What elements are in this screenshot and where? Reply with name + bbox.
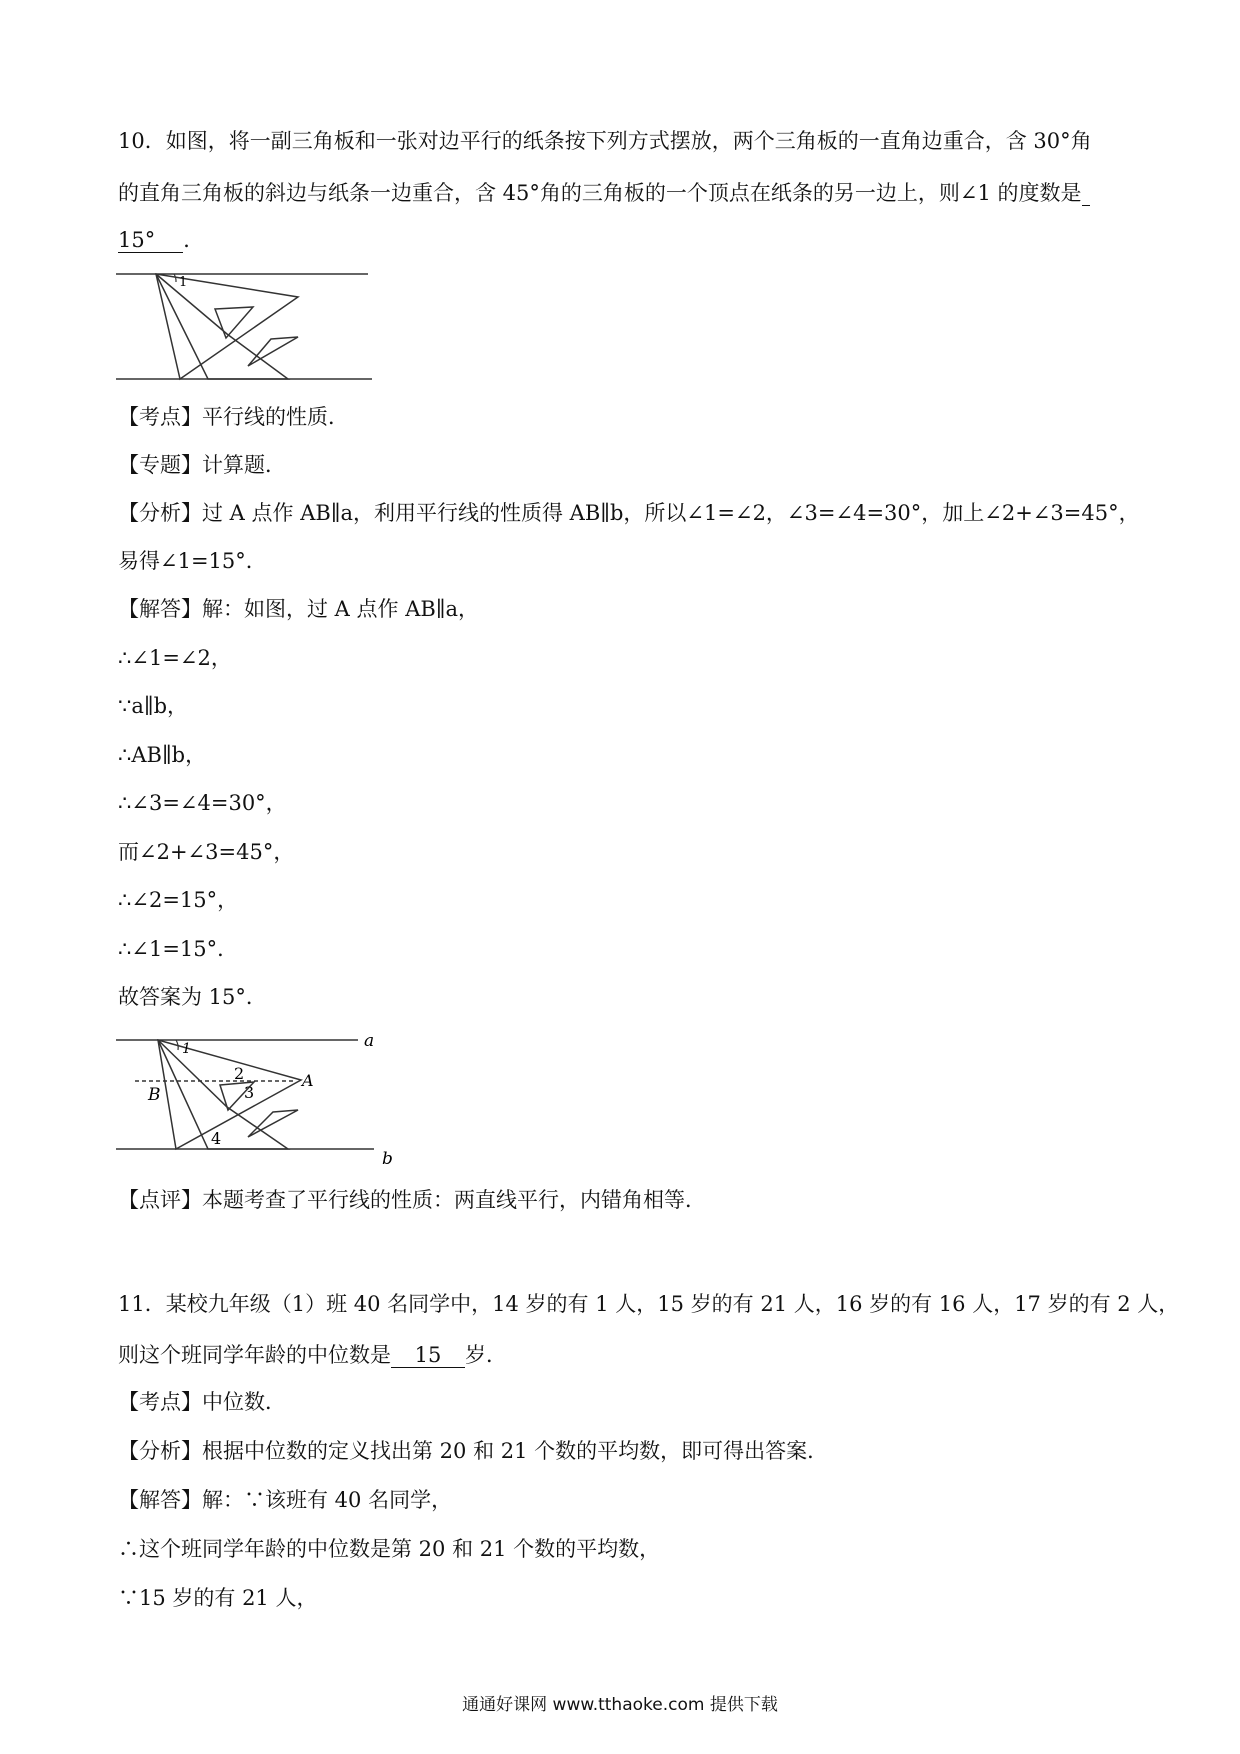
q11-fenxi: 【分析】根据中位数的定义找出第 20 和 21 个数的平均数，即可得出答案．: [118, 1439, 829, 1463]
fig2-inner-hole-2: [248, 1110, 298, 1137]
fig2-label-2: 2: [234, 1064, 245, 1083]
q10-step: ∴AB∥b，: [118, 743, 207, 767]
q10-answer-line: [118, 228, 204, 253]
q10-step: ∴∠2=15°，: [118, 888, 239, 912]
fig2-label-4: 4: [211, 1129, 222, 1148]
fig2-triangle-45: [158, 1040, 301, 1149]
q11-answer: 15: [391, 1343, 465, 1368]
q11-jieda: 【解答】解：∵该班有 40 名同学，: [118, 1488, 453, 1512]
q11-line2-post: 岁．: [465, 1343, 507, 1367]
q10-dianping: 【点评】本题考查了平行线的性质：两直线平行，内错角相等．: [118, 1188, 706, 1212]
fig2-label-b: b: [382, 1149, 393, 1169]
q11-line2: [118, 1343, 507, 1368]
q10-line2-text: 的直角三角板的斜边与纸条一边重合，含 45°角的三角板的一个顶点在纸条的另一边上，则∠1 的度数是: [118, 181, 1082, 205]
q10-step: 而∠2+∠3=45°，: [118, 840, 295, 864]
q10-step: ∴∠3=∠4=30°，: [118, 791, 287, 815]
q11-kaodian: 【考点】中位数．: [118, 1390, 286, 1414]
page-footer: 通通好课网 www.tthaoke.com 提供下载: [462, 1695, 778, 1715]
q10-step: ∵a∥b，: [118, 694, 189, 718]
fig1-inner-hole-1: [215, 307, 253, 338]
q11-step: ∴这个班同学年龄的中位数是第 20 和 21 个数的平均数，: [118, 1537, 661, 1561]
q10-line2: [118, 181, 1090, 206]
q11-line1: 11．某校九年级（1）班 40 名同学中，14 岁的有 1 人，15 岁的有 21 人，16 岁的有 16 人，17 岁的有 2 人，: [118, 1292, 1180, 1316]
q10-figure-1: [116, 262, 376, 382]
q10-kaodian: 【考点】平行线的性质．: [118, 405, 349, 429]
fig2-label-B: B: [148, 1085, 161, 1105]
q10-line1: 10．如图，将一副三角板和一张对边平行的纸条按下列方式摆放，两个三角板的一直角边重合，含 30°角: [118, 129, 1092, 153]
fig2-label-A: A: [302, 1071, 314, 1090]
q10-answer-blank-start: [1082, 181, 1090, 206]
q10-step: 故答案为 15°．: [118, 985, 267, 1009]
q11-line2-pre: 则这个班同学年龄的中位数是: [118, 1343, 391, 1367]
q11-step: ∵15 岁的有 21 人，: [118, 1586, 318, 1610]
q10-zhuanti: 【专题】计算题．: [118, 453, 286, 477]
q10-answer-end: ．: [183, 228, 205, 252]
q10-step: ∴∠1=∠2，: [118, 646, 232, 670]
q10-fenxi-line2: 易得∠1=15°．: [118, 549, 267, 573]
fig2-label-1: 1: [182, 1041, 191, 1057]
q10-figure-2: [116, 1028, 406, 1170]
q10-step: ∴∠1=15°．: [118, 937, 239, 961]
fig1-triangle-45: [156, 274, 298, 379]
fig2-label-a: a: [364, 1031, 375, 1051]
q10-jieda: 【解答】解：如图，过 A 点作 AB∥a，: [118, 597, 480, 621]
fig2-label-3: 3: [244, 1083, 255, 1102]
fig1-angle-label: 1: [179, 275, 188, 290]
q10-fenxi-line1: 【分析】过 A 点作 AB∥a，利用平行线的性质得 AB∥b，所以∠1=∠2，∠3=∠4=30°，加上∠2+∠3=45°，: [118, 501, 1140, 525]
q10-answer: 15°: [118, 228, 183, 253]
fig1-angle-arc: [174, 274, 176, 282]
fig1-inner-hole-2: [248, 337, 298, 366]
